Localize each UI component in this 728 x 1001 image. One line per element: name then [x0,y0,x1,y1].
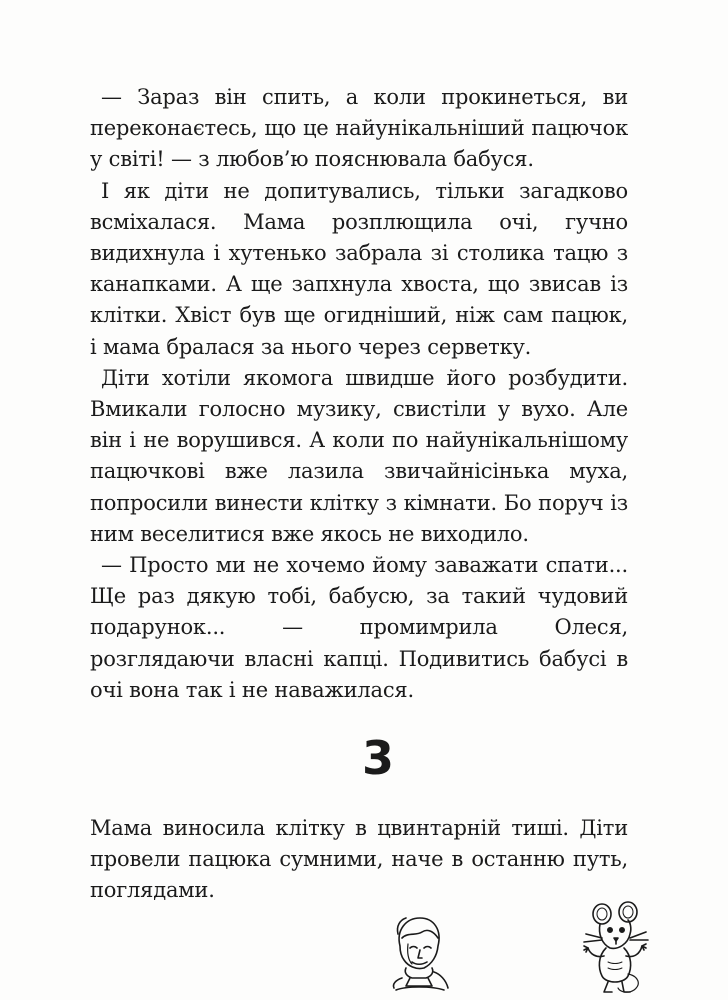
paragraph-4: — Просто ми не хочемо йому заважати спати... Ще раз дякую тобі, бабусю, за такий чудовий подарунок... — промимрила Олеся, розглядаючи власні капці. Подивитись бабусі в очі вона так і не наважилася. [90,553,628,702]
chapter-paragraph-1: Мама виносила клітку в цвинтарній тиші. Діти провели пацюка сумними, наче в останню путь, поглядами. [90,816,628,903]
portrait-bust-icon [382,908,454,994]
chapter-text [90,813,628,907]
chapter-number: 3 [361,731,394,785]
paragraph-1: — Зараз він спить, а коли прокинеться, ви переконаєтесь, що це найунікальніший пацючок у світі! — з любов’ю пояснювала бабуся. [90,85,628,172]
paragraph-3: Діти хотіли якомога швидше його розбудити. Вмикали голосно музику, свистіли у вухо. Але він і не ворушився. А коли по найунікальнішому пацючкові вже лазила звичайнісінька муха, попросили винести клітку з кімнати. Бо поруч із ним веселитися вже якось не виходило. [90,365,628,546]
rat-icon [572,900,658,996]
paragraph-2: І як діти не допитувались, тільки загадково всміхалася. Мама розплющила очі, гучно видихнула і хутенько забрала зі столика тацю з канапками. А ще запхнула хвоста, що звисав із клітки. Хвіст був ще огидніший, ніж сам пацюк, і мама бралася за нього через серветку. [90,178,628,359]
body-text [90,82,628,706]
